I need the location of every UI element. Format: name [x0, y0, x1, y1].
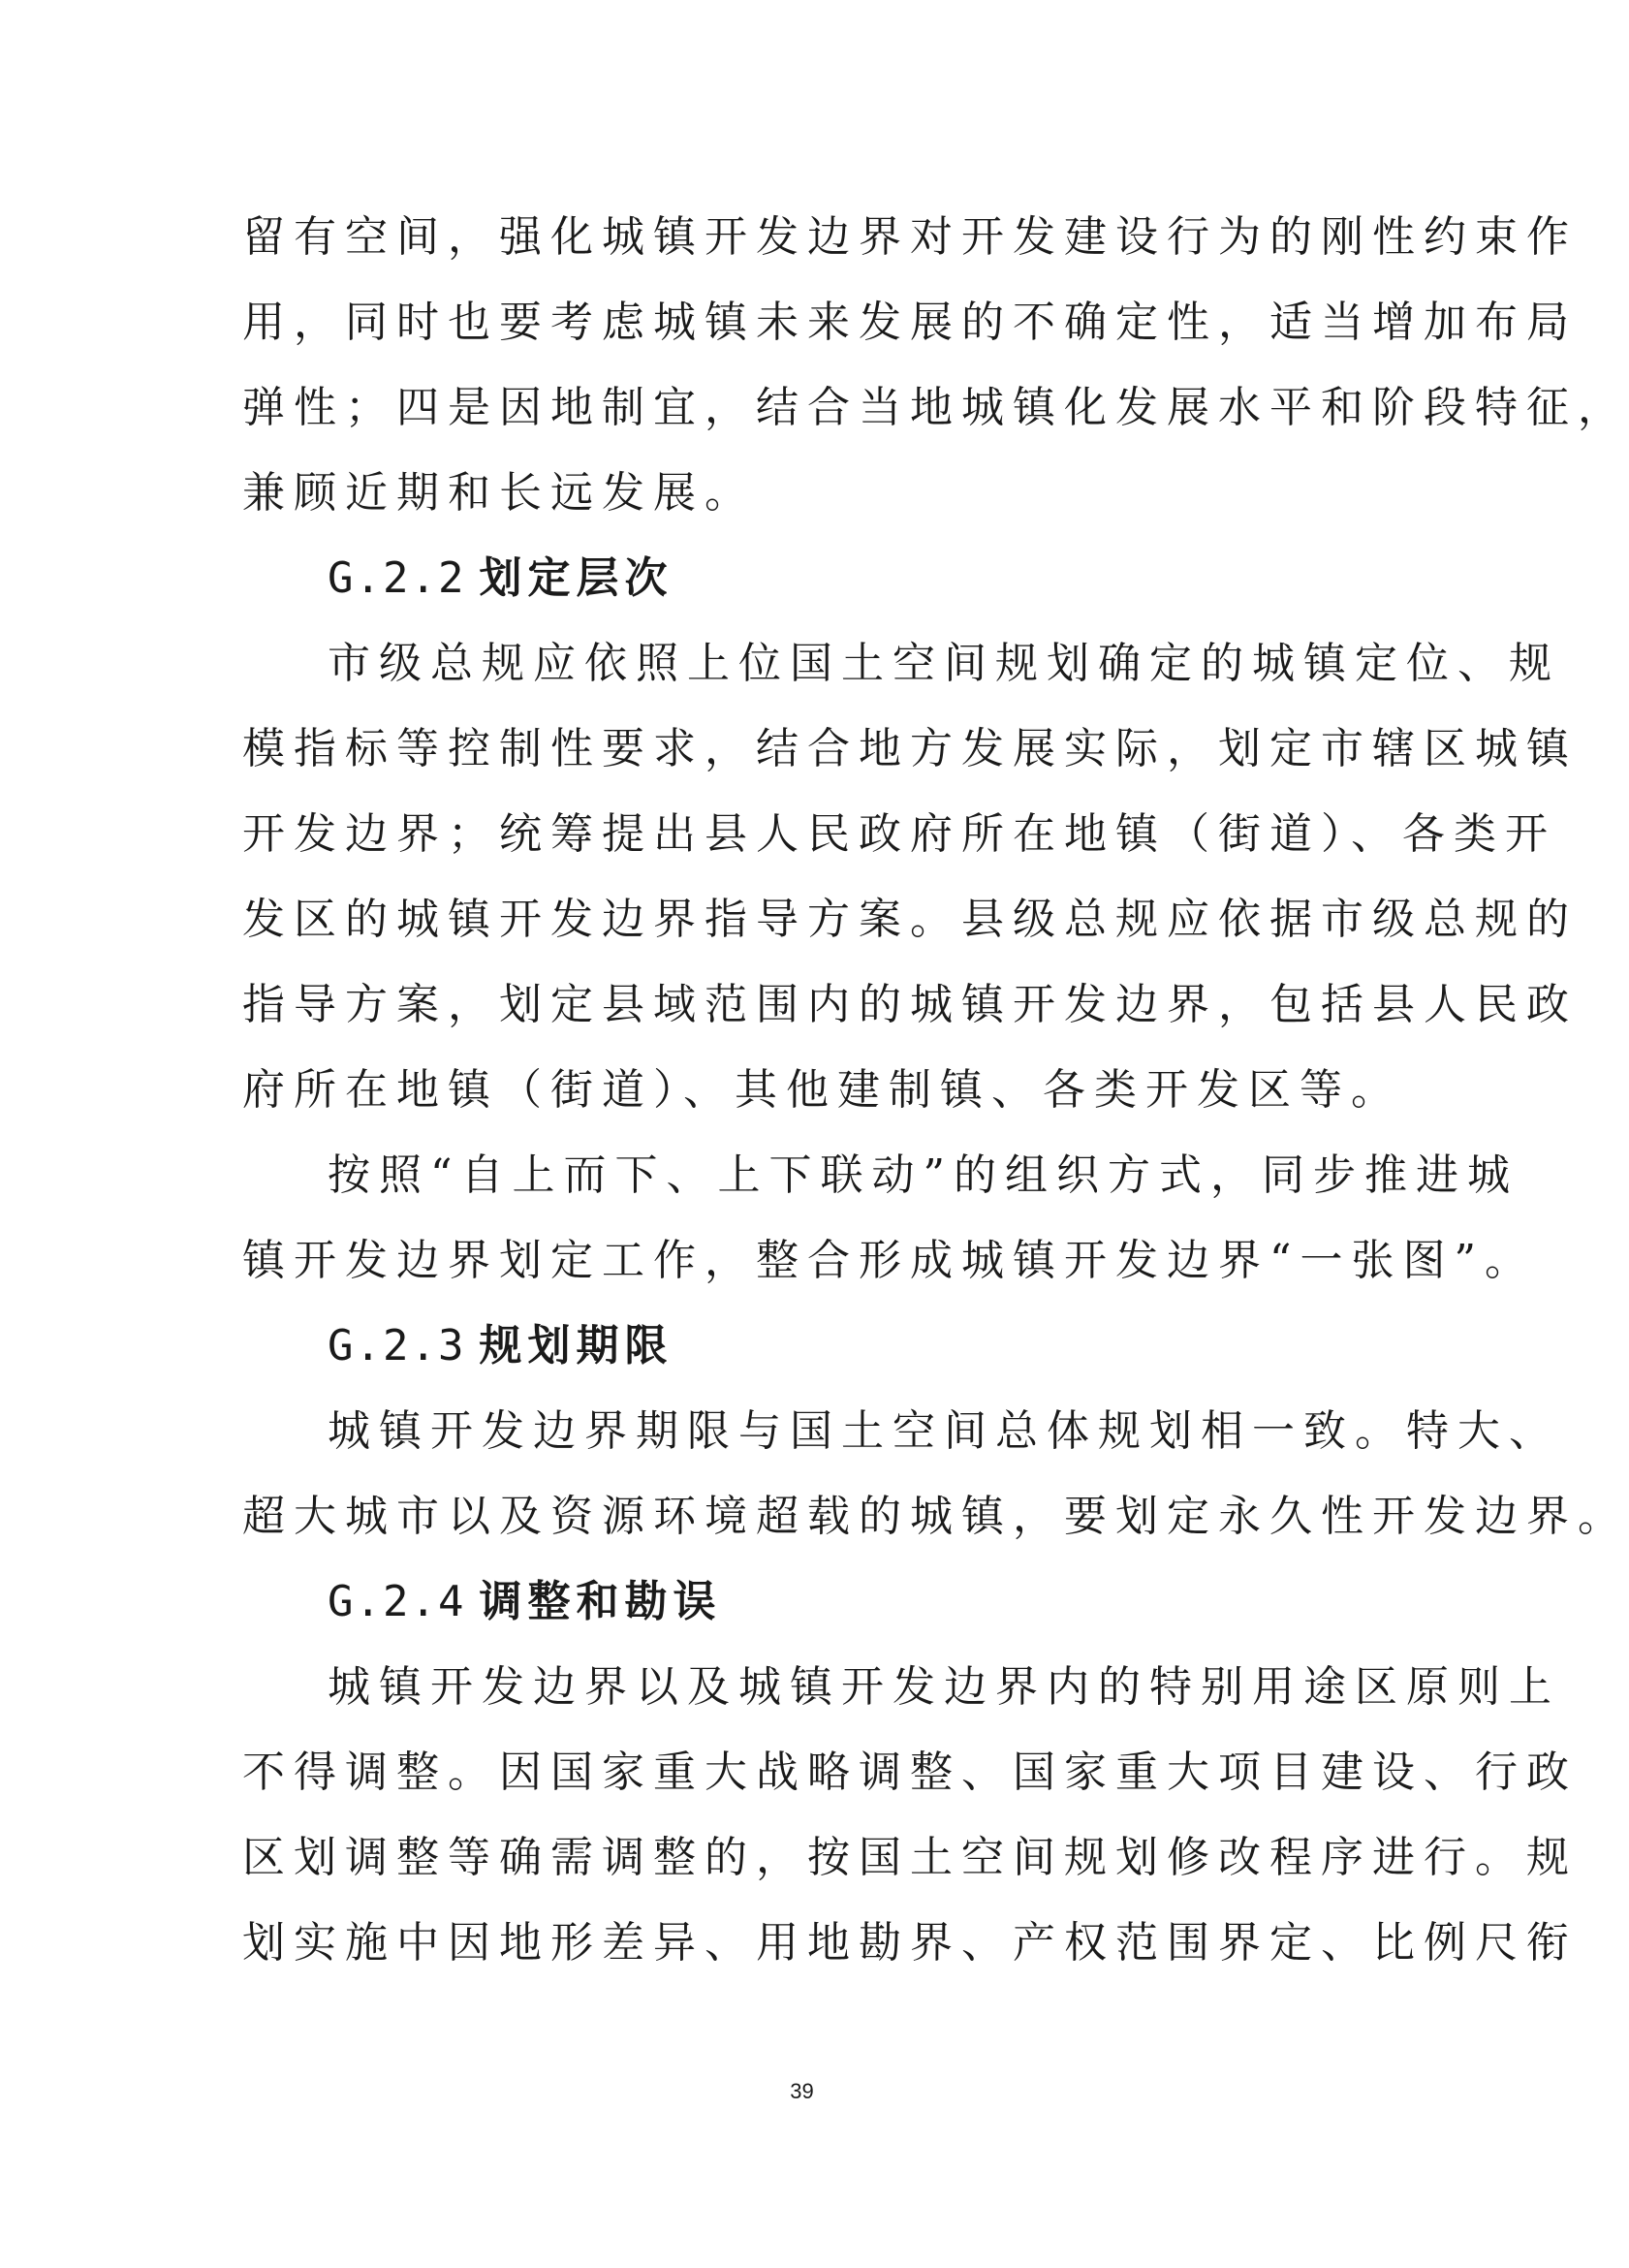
body-text-line: 区划调整等确需调整的，按国土空间规划修改程序进行。规 [242, 1833, 1578, 1882]
section-title: 调整和勘误 [479, 1577, 722, 1626]
section-heading-g22 [328, 550, 673, 608]
body-text-line: 兼顾近期和长远发展。 [242, 468, 756, 518]
body-text-line: 开发边界；统筹提出县人民政府所在地镇（街道）、各类开 [242, 809, 1556, 859]
body-text-line: 镇开发边界划定工作，整合形成城镇开发边界“一张图”。 [242, 1236, 1536, 1285]
section-title: 规划期限 [479, 1321, 674, 1370]
body-text-line: 划实施中因地形差异、用地勘界、产权范围界定、比例尺衔 [242, 1918, 1578, 1968]
body-text-line: 按照“自上而下、上下联动”的组织方式，同步推进城 [328, 1150, 1519, 1200]
body-text-line: 城镇开发边界期限与国土空间总体规划相一致。特大、 [328, 1406, 1560, 1456]
page-number: 39 [790, 2079, 814, 2103]
body-text-line: 弹性；四是因地制宜，结合当地城镇化发展水平和阶段特征， [242, 383, 1629, 432]
section-number: G.2.2 [328, 553, 466, 603]
section-heading-g23 [328, 1317, 673, 1375]
body-text-line: 发区的城镇开发边界指导方案。县级总规应依据市级总规的 [242, 895, 1578, 944]
body-text-line: 指导方案，划定县域范围内的城镇开发边界，包括县人民政 [242, 980, 1578, 1029]
section-title: 划定层次 [479, 553, 674, 603]
section-heading-g24 [328, 1573, 721, 1631]
body-text-line: 留有空间，强化城镇开发边界对开发建设行为的刚性约束作 [242, 212, 1578, 262]
body-text-line: 府所在地镇（街道）、其他建制镇、各类开发区等。 [242, 1065, 1402, 1115]
section-number: G.2.4 [328, 1577, 466, 1626]
body-text-line: 市级总规应依照上位国土空间规划确定的城镇定位、规 [328, 639, 1560, 688]
body-text-line: 不得调整。因国家重大战略调整、国家重大项目建设、行政 [242, 1748, 1578, 1797]
body-text-line: 模指标等控制性要求，结合地方发展实际，划定市辖区城镇 [242, 724, 1578, 773]
section-number: G.2.3 [328, 1321, 466, 1370]
body-text-line: 用，同时也要考虑城镇未来发展的不确定性，适当增加布局 [242, 298, 1578, 347]
body-text-line: 超大城市以及资源环境超载的城镇，要划定永久性开发边界。 [242, 1492, 1629, 1541]
body-text-line: 城镇开发边界以及城镇开发边界内的特别用途区原则上 [328, 1662, 1560, 1712]
